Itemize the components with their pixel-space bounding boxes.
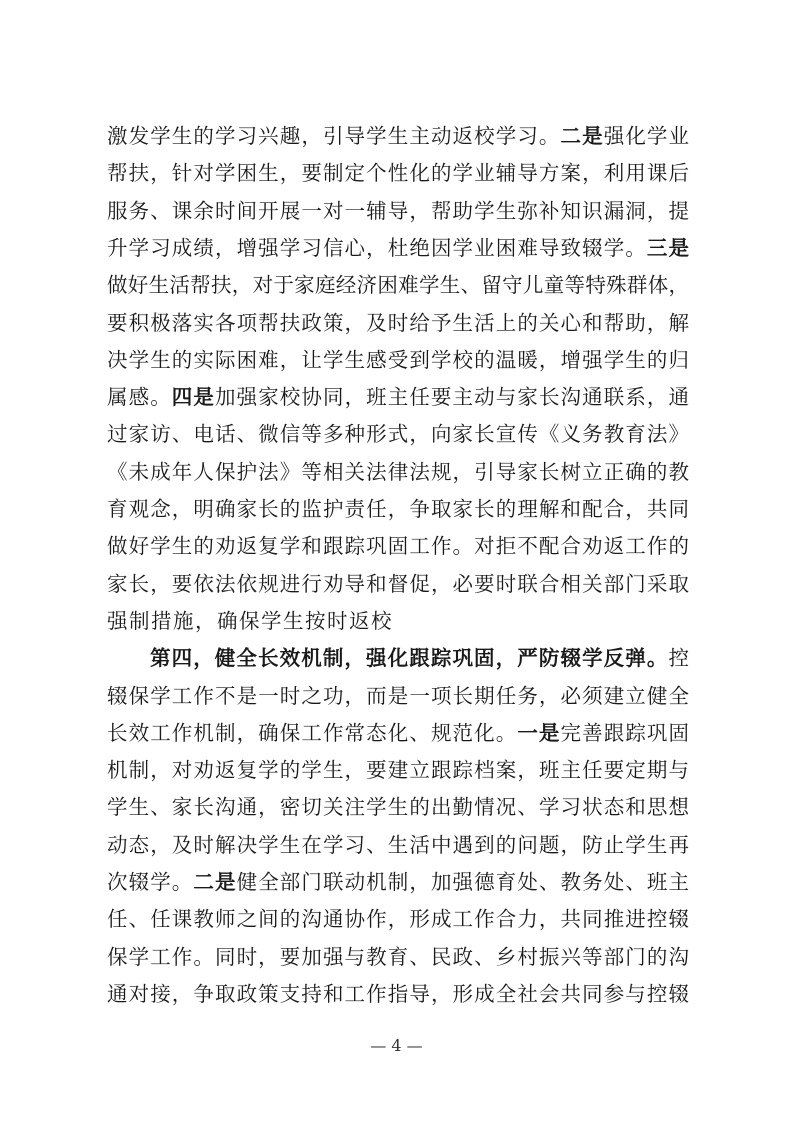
text-segment: 决学生的实际困难，让学生感受到学校的温暖，增强学生的归	[107, 347, 689, 372]
bold-text: 第四，健全长效机制，强化跟踪巩固，严防辍学反弹。	[150, 646, 669, 671]
text-segment: 育观念，明确家长的监护责任，争取家长的理解和配合，共同	[107, 497, 689, 521]
paragraph-2-line	[107, 901, 689, 938]
paragraph-1-line	[107, 566, 689, 603]
paragraph-1-line	[107, 528, 689, 565]
paragraph-1-line	[107, 305, 689, 342]
paragraph-1-line	[107, 118, 689, 155]
text-segment: 强制措施，确保学生按时返校	[107, 608, 393, 633]
paragraph-2-line	[107, 939, 689, 976]
text-segment: 学生、家长沟通，密切关注学生的出勤情况、学习状态和思想	[107, 795, 689, 820]
paragraph-2-line	[107, 976, 689, 1013]
text-segment: 次辍学。	[107, 870, 194, 894]
paragraph-1-line	[107, 193, 689, 230]
paragraph-2-line	[107, 752, 689, 789]
paragraph-2-line	[107, 715, 689, 752]
paragraph-1-line	[107, 230, 689, 267]
bold-text: 三是	[646, 235, 690, 260]
text-segment: 保学工作。同时，要加强与教育、民政、乡村振兴等部门的沟	[107, 944, 689, 969]
bold-text: 四是	[171, 385, 215, 410]
text-segment: 过家访、电话、微信等多种形式，向家长宣传《义务教育法》	[107, 422, 689, 447]
paragraph-1-line	[107, 454, 689, 491]
paragraph-2-line	[107, 789, 689, 826]
text-segment: 加强家校协同，班主任要主动与家长沟通联系，通	[215, 385, 690, 410]
paragraph-1-line	[107, 267, 689, 304]
paragraph-2-line	[150, 640, 689, 677]
bold-text: 二是	[560, 124, 604, 148]
text-segment: 通对接，争取政策支持和工作指导，形成全社会共同参与控辍	[107, 981, 689, 1006]
bold-text: 一是	[517, 720, 561, 745]
text-segment: 健全部门联动机制，加强德育处、教务处、班主	[236, 870, 690, 894]
text-segment: 辍保学工作不是一时之功，而是一项长期任务，必须建立健全	[107, 683, 689, 708]
text-segment: 激发学生的学习兴趣，引导学生主动返校学习。	[107, 124, 561, 148]
paragraph-2-line	[107, 864, 689, 901]
paragraph-1-line	[107, 416, 689, 453]
paragraph-2-line	[107, 678, 689, 715]
text-segment: 属感。	[107, 385, 172, 410]
paragraph-1-line	[107, 491, 689, 528]
text-segment: 《未成年人保护法》等相关法律法规，引导家长树立正确的教	[107, 459, 689, 484]
text-segment: 升学习成绩，增强学习信心，杜绝因学业困难导致辍学。	[107, 235, 647, 260]
text-segment: 强化学业	[603, 124, 690, 148]
text-segment: 动态，及时解决学生在学习、生活中遇到的问题，防止学生再	[107, 832, 689, 857]
page-number: — 4 —	[370, 1036, 423, 1055]
text-segment: 要积极落实各项帮扶政策，及时给予生活上的关心和帮助，解	[107, 310, 689, 335]
paragraph-1-line	[107, 342, 689, 379]
text-segment: 家长，要依法依规进行劝导和督促，必要时联合相关部门采取	[107, 571, 689, 596]
paragraph-1-line	[107, 379, 689, 416]
text-segment: 帮扶，针对学困生，要制定个性化的学业辅导方案，利用课后	[107, 161, 689, 186]
text-segment: 做好学生的劝返复学和跟踪巩固工作。对拒不配合劝返工作的	[107, 534, 689, 559]
paragraph-1-line	[107, 155, 689, 192]
text-segment: 机制，对劝返复学的学生，要建立跟踪档案，班主任要定期与	[107, 758, 689, 783]
bold-text: 二是	[193, 870, 237, 894]
text-segment: 任、任课教师之间的沟通协作，形成工作合力，共同推进控辍	[107, 907, 689, 932]
text-segment: 做好生活帮扶，对于家庭经济困难学生、留守儿童等特殊群体，	[107, 273, 689, 298]
text-segment: 控	[668, 646, 689, 671]
text-segment: 服务、课余时间开展一对一辅导，帮助学生弥补知识漏洞，提	[107, 198, 689, 223]
text-segment: 长效工作机制，确保工作常态化、规范化。	[107, 720, 518, 745]
text-segment: 完善跟踪巩固	[560, 720, 690, 745]
paragraph-1-line	[107, 603, 689, 640]
paragraph-2-line	[107, 827, 689, 864]
